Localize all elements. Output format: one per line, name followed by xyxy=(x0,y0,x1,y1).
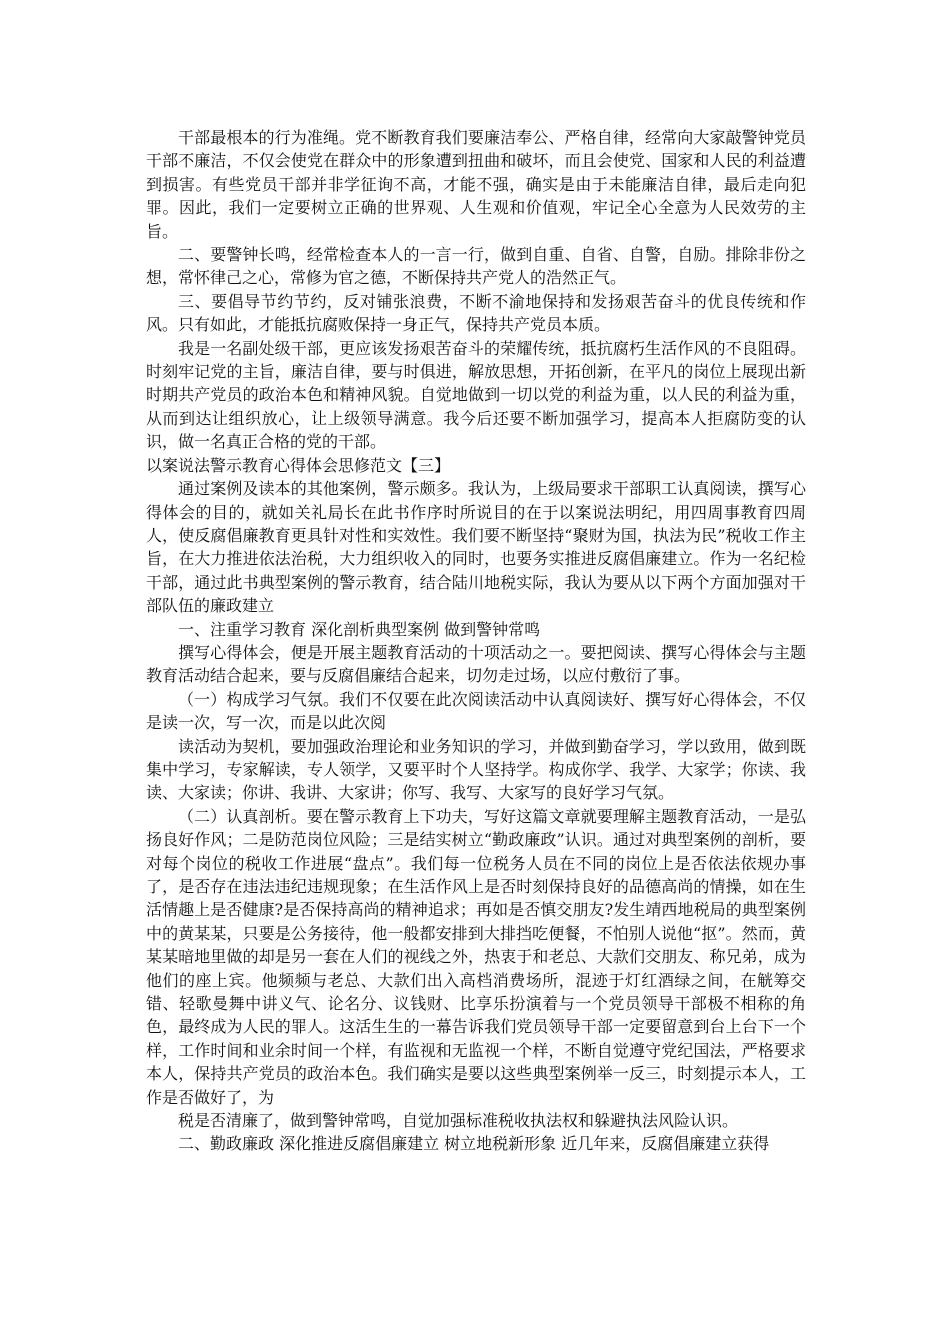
paragraph: 通过案例及读本的其他案例，警示颇多。我认为，上级局要求干部职工认真阅读，撰写心得体会的目的，就如关礼局长在此书作序时所说目的在于以案说法明纪，用四周事教育四周人，使反腐倡廉教育更具针对性和实效性。我们要不断坚持“聚财为国，执法为民”税收工作主旨，在大力推进依法治税，大力组织收入的同时，也要务实推进反腐倡廉建立。作为一名纪检干部，通过此书典型案例的警示教育，结合陆川地税实际，我认为要从以下两个方面加强对干部队伍的廉政建立 xyxy=(146,479,806,616)
paragraph: 税是否清廉了，做到警钟常鸣，自觉加强标准税收执法权和躲避执法风险认识。 xyxy=(178,1111,739,1131)
subsection-heading: 一、注重学习教育 深化剖析典型案例 做到警钟常鸣 xyxy=(178,619,541,639)
paragraph: 干部最根本的行为准绳。党不断教育我们要廉洁奉公、严格自律，经常向大家敲警钟党员干部不廉洁，不仅会使党在群众中的形象遭到扭曲和破坏，而且会使党、国家和人民的利益遭到损害。有些党员干部并非学征询不高，才能不强，确实是由于未能廉洁自律，最后走向犯罪。因此，我们一定要树立正确的世界观、人生观和价值观，牢记全心全意为人民效劳的主旨。 xyxy=(146,128,806,241)
paragraph: 我是一名副处级干部，更应该发扬艰苦奋斗的荣耀传统，抵抗腐朽生活作风的不良阻碍。时刻牢记党的主旨，廉洁自律，要与时俱进，解放思想，开拓创新，在平凡的岗位上展现出新时期共产党员的政治本色和精神风貌。自觉地做到一切以党的利益为重，以人民的利益为重，从而到达让组织放心，让上级领导满意。我今后还要不断加强学习，提高本人拒腐防变的认识，做一名真正合格的党的干部。 xyxy=(146,338,806,452)
paragraph: 二、要警钟长鸣，经常检查本人的一言一行，做到自重、自省、自警，自励。排除非份之想，常怀律己之心，常修为官之德，不断保持共产党人的浩然正气。 xyxy=(146,245,806,288)
subsection-heading: 二、勤政廉政 深化推进反腐倡廉建立 树立地税新形象 近几年来，反腐倡廉建立获得 xyxy=(178,1134,770,1154)
paragraph: 读活动为契机，要加强政治理论和业务知识的学习，并做到勤奋学习，学以致用，做到既集中学习，专家解读，专人领学，又要平时个人坚持学。构成你学、我学、大家学；你读、我读、大家读；你讲、我讲、大家讲；你写、我写、大家写的良好学习气氛。 xyxy=(146,736,806,803)
paragraph: 撰写心得体会，便是开展主题教育活动的十项活动之一。要把阅读、撰写心得体会与主题教育活动结合起来，要与反腐倡廉结合起来，切勿走过场，以应付敷衍了事。 xyxy=(146,642,806,686)
paragraph: （一）构成学习气氛。我们不仅要在此次阅读活动中认真阅读好、撰写好心得体会，不仅是读一次，写一次，而是以此次阅 xyxy=(146,689,806,733)
document-body xyxy=(146,126,806,1156)
section-heading: 以案说法警示教育心得体会思修范文【三】 xyxy=(146,455,451,475)
paragraph: （二）认真剖析。要在警示教育上下功夫，写好这篇文章就要理解主题教育活动，一是弘扬良好作风；二是防范岗位风险；三是结实树立“勤政廉政”认识。通过对典型案例的剖析，要对每个岗位的税收工作进展“盘点”。我们每一位税务人员在不同的岗位上是否依法依规办事了，是否存在违法违纪违规现象；在生活作风上是否时刻保持良好的品德高尚的情操，如在生活情趣上是否健康?是否保持高尚的精神追求；再如是否慎交朋友?发生靖西地税局的典型案例中的黄某某，只要是公务接待，他一般都安排到大排挡吃便餐，不怕别人说他“抠”。然而，黄某某暗地里做的却是另一套在人们的视线之外，热衷于和老总、大款们交朋友、称兄弟，成为他们的座上宾。他频频与老总、大款们出入高档消费场所，混迹于灯红酒绿之间，在觥筹交错、轻歌曼舞中讲义气、论名分、议钱财、比享乐扮演着与一个党员领导干部极不相称的角色，最终成为人民的罪人。这活生生的一幕告诉我们党员领导干部一定要留意到台上台下一个样，工作时间和业余时间一个样，有监视和无监视一个样，不断自觉遵守党纪国法，严格要求本人，保持共产党员的政治本色。我们确实是要以这些典型案例举一反三，时刻提示本人，工作是否做好了，为 xyxy=(146,806,806,1107)
paragraph: 三、要倡导节约节约，反对铺张浪费，不断不渝地保持和发扬艰苦奋斗的优良传统和作风。只有如此，才能抵抗腐败保持一身正气，保持共产党员本质。 xyxy=(146,291,806,335)
